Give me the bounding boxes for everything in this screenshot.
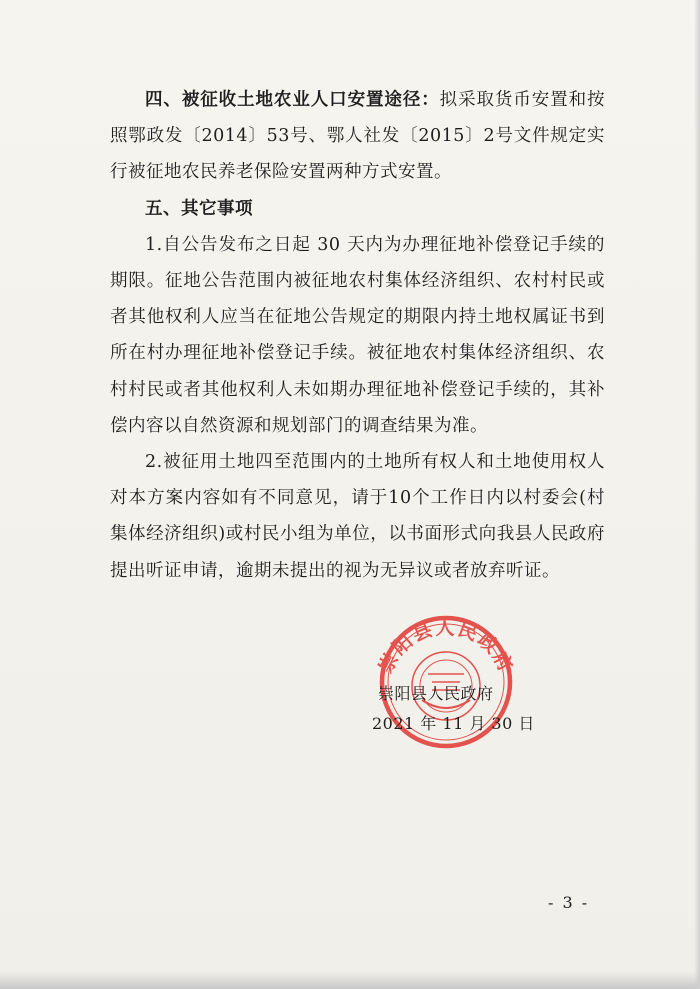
- document-body: [110, 82, 605, 589]
- scan-shadow-bottom: [0, 971, 700, 989]
- section-5-item-1: 1.自公告发布之日起 30 天内为办理征地补偿登记手续的期限。征地公告范围内被征地农村集体经济组织、农村村民或者其他权利人应当在征地公告规定的期限内持土地权属证书到所在村办理征地补偿登记手续。被征地农村集体经济组织、农村村民或者其他权利人未如期办理征地补偿登记手续的，其补偿内容以自然资源和规划部门的调查结果为准。: [110, 234, 605, 436]
- section-5-item-2: 2.被征用土地四至范围内的土地所有权人和土地使用权人对本方案内容如有不同意见，请于10个工作日内以村委会(村集体经济组织)或村民小组为单位，以书面形式向我县人民政府提出听证申请，逾期未提出的视为无异议或者放弃听证。: [110, 452, 605, 581]
- seal-text: 崇阳县人民政府: [374, 617, 518, 677]
- issuer-name: 崇阳县人民政府: [378, 684, 494, 703]
- section-4-heading: 四、被征收土地农业人口安置途径：: [145, 90, 440, 110]
- section-5-heading: 五、其它事项: [145, 198, 253, 219]
- scan-shadow-right: [694, 0, 700, 989]
- svg-text:崇阳县人民政府: [374, 617, 518, 677]
- page-number: - 3 -: [548, 893, 590, 912]
- issue-date: 2021 年 11 月 30 日: [372, 714, 535, 733]
- section-4-text: 拟采取货币安置和按照鄂政发〔2014〕53号、鄂人社发〔2015〕2号文件规定实行被征地农民养老保险安置两种方式安置。: [110, 90, 606, 183]
- section-4-paragraph: [110, 82, 605, 191]
